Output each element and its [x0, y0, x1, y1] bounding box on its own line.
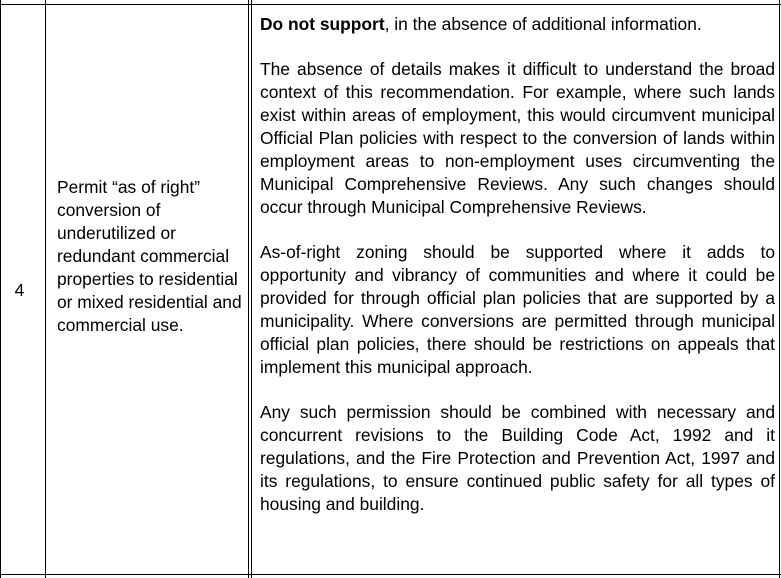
divider-number-recommendation: [45, 0, 46, 578]
response-paragraph-1: The absence of details makes it difficult to understand the broad context of this recommendation. For example, where such lands exist within areas of employment, this would circumvent municipal Official Plan policies with respect to the conversion of lands within employment areas to non-employment uses circumventing the Municipal Comprehensive Reviews. Any such changes should occur through Municipal Comprehensive Reviews.: [260, 59, 775, 217]
row-number: 4: [14, 279, 25, 300]
recommendation-cell: [57, 176, 245, 337]
bottom-border: [0, 574, 781, 575]
row-number-cell: [0, 5, 45, 575]
divider-recommendation-response-b: [251, 0, 252, 578]
right-border: [779, 0, 780, 578]
response-cell: [260, 13, 775, 538]
recommendation-text: Permit “as of right” conversion of underutilized or redundant commercial properties to residential or mixed residential and commercial use.: [57, 177, 242, 335]
verdict-bold: Do not support: [260, 14, 385, 34]
verdict-rest: , in the absence of additional information.: [384, 14, 702, 34]
response-paragraph-3: Any such permission should be combined with necessary and concurrent revisions to the Building Code Act, 1992 and it regulations, and the Fire Protection and Prevention Act, 1997 and its regulations, to ensure continued public safety for all types of housing and building.: [260, 402, 775, 514]
response-verdict: [260, 13, 775, 36]
divider-recommendation-response-a: [248, 0, 249, 578]
response-paragraph-2: As-of-right zoning should be supported where it adds to opportunity and vibrancy of communities and where it could be provided for through official plan policies that are supported by a municipality. Where conversions are permitted through municipal official plan policies, there should be restrictions on appeals that implement this municipal approach.: [260, 242, 775, 377]
top-border: [0, 4, 781, 5]
